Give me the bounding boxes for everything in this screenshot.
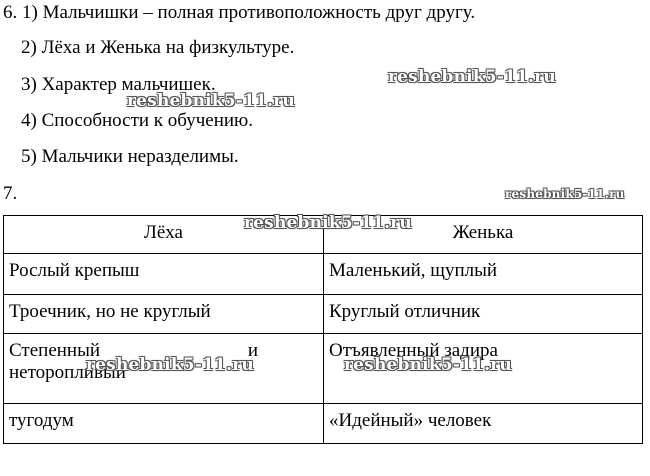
cell-lekha-word-1: Степенный [9, 340, 101, 361]
cell-lekha-line-2: неторопливый [9, 362, 126, 383]
task7-number: 7. [3, 183, 18, 204]
watermark: reshebnik5-11.ru [127, 91, 295, 111]
cell-zhenka: Отъявленный задира [324, 334, 643, 404]
table-row [4, 254, 643, 295]
task6-item-5: 5) Мальчики неразделимы. [21, 146, 239, 167]
cell-zhenka: «Идейный» человек [324, 404, 643, 444]
cell-lekha: Рослый крепыш [4, 254, 324, 295]
watermark: reshebnik5-11.ru [505, 187, 625, 201]
cell-zhenka: Маленький, щуплый [324, 254, 643, 295]
cell-zhenka: Круглый отличник [324, 295, 643, 334]
cell-lekha: тугодум [4, 404, 324, 444]
task6-item-4: 4) Способности к обучению. [21, 110, 253, 131]
task6-item-3: 3) Характер мальчишек. [21, 74, 216, 95]
comparison-table [3, 215, 643, 444]
header-zhenka: Женька [324, 216, 643, 254]
watermark: reshebnik5-11.ru [344, 355, 512, 375]
watermark: reshebnik5-11.ru [244, 213, 412, 233]
task6-item-1: 1) Мальчишки – полная противоположность друг другу. [22, 2, 476, 23]
watermark: reshebnik5-11.ru [388, 67, 556, 87]
cell-lekha-word-2: и [247, 340, 258, 361]
task6-number: 6. [3, 2, 18, 23]
task6-line-1 [3, 2, 475, 24]
watermark: reshebnik5-11.ru [86, 355, 254, 375]
task6-item-2: 2) Лёха и Женька на физкультуре. [21, 37, 295, 58]
table-row [4, 295, 643, 334]
header-lekha: Лёха [4, 216, 324, 254]
cell-lekha: Троечник, но не круглый [4, 295, 324, 334]
table-row [4, 404, 643, 444]
